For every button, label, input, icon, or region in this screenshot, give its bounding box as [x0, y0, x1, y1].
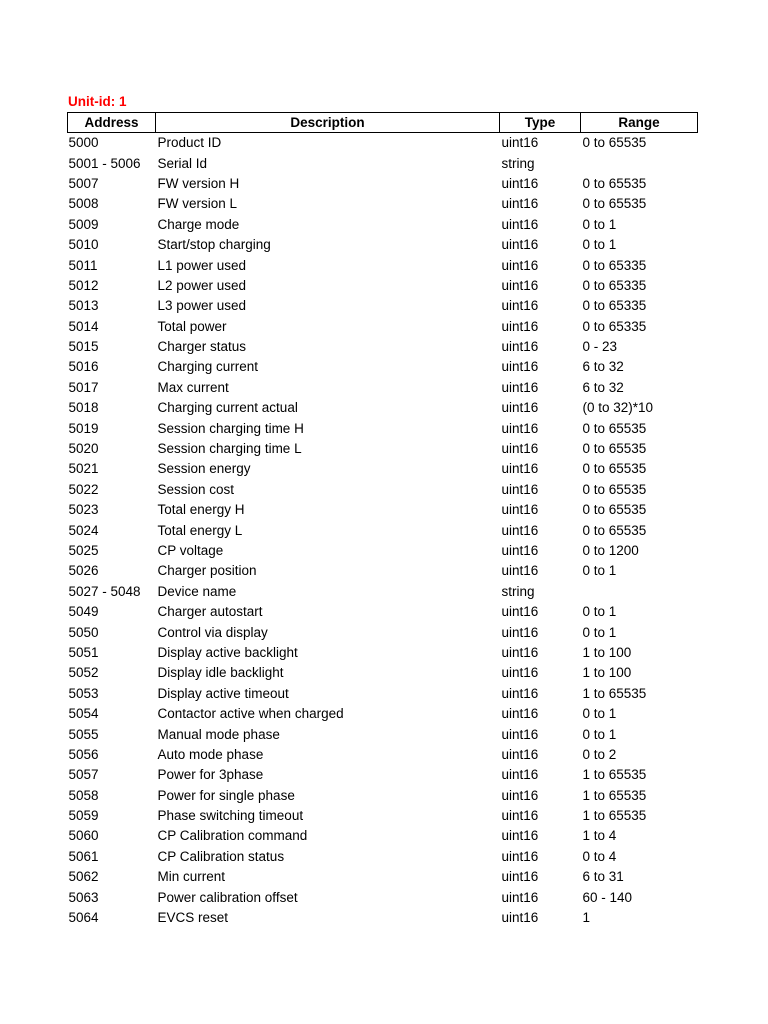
table-row	[68, 745, 698, 765]
table-row	[68, 847, 698, 867]
cell-address: 5056	[68, 746, 99, 762]
cell-description: Charger autostart	[157, 604, 263, 620]
cell-type: uint16	[501, 644, 539, 660]
cell-range: 0 to 1	[582, 216, 617, 232]
table-row	[68, 724, 698, 744]
cell-address: 5027 - 5048	[68, 583, 141, 599]
cell-range: 0 to 1	[582, 237, 617, 253]
cell-range: 1 to 65535	[582, 808, 647, 824]
table-body	[68, 133, 698, 929]
table-row	[68, 541, 698, 561]
cell-type: uint16	[501, 808, 539, 824]
table-row	[68, 582, 698, 602]
cell-type: uint16	[501, 420, 539, 436]
cell-address: 5014	[68, 318, 99, 334]
column-header-range: Range	[581, 113, 698, 133]
cell-description: Charger status	[157, 339, 247, 355]
cell-description: L3 power used	[157, 298, 247, 314]
table-row	[68, 296, 698, 316]
cell-type: uint16	[501, 665, 539, 681]
table-row	[68, 153, 698, 173]
cell-address: 5022	[68, 481, 99, 497]
cell-type: uint16	[501, 706, 539, 722]
cell-description: Total power	[157, 318, 227, 334]
cell-address: 5057	[68, 767, 99, 783]
table-row	[68, 398, 698, 418]
table-row	[68, 439, 698, 459]
cell-type: uint16	[501, 502, 539, 518]
table-row	[68, 276, 698, 296]
cell-address: 5017	[68, 379, 99, 395]
table-row	[68, 459, 698, 479]
table-row	[68, 133, 698, 154]
cell-address: 5050	[68, 624, 99, 640]
cell-description: Session cost	[157, 481, 235, 497]
cell-type: uint16	[501, 889, 539, 905]
column-header-address: Address	[68, 113, 156, 133]
cell-description: Session energy	[157, 461, 251, 477]
cell-range: 6 to 32	[582, 379, 624, 395]
table-row	[68, 337, 698, 357]
cell-type: uint16	[501, 175, 539, 191]
cell-description: CP Calibration command	[157, 828, 308, 844]
cell-type: uint16	[501, 481, 539, 497]
cell-range: 0 to 65535	[582, 441, 647, 457]
cell-address: 5016	[68, 359, 99, 375]
cell-description: Phase switching timeout	[157, 808, 304, 824]
cell-address: 5000	[68, 135, 99, 151]
cell-range: 0 to 65335	[582, 318, 647, 334]
cell-type: uint16	[501, 257, 539, 273]
cell-description: EVCS reset	[157, 910, 229, 926]
cell-description: Manual mode phase	[157, 726, 280, 742]
table-row	[68, 806, 698, 826]
cell-description: Start/stop charging	[157, 237, 271, 253]
cell-description: Auto mode phase	[157, 746, 264, 762]
cell-type: uint16	[501, 461, 539, 477]
cell-range: 0 to 1	[582, 563, 617, 579]
cell-address: 5058	[68, 787, 99, 803]
cell-address: 5051	[68, 644, 99, 660]
cell-address: 5024	[68, 522, 99, 538]
table-row	[68, 418, 698, 438]
cell-type: uint16	[501, 910, 539, 926]
cell-range	[581, 582, 698, 602]
cell-range: 1 to 65535	[582, 787, 647, 803]
cell-range: 0 to 65335	[582, 277, 647, 293]
cell-address: 5049	[68, 604, 99, 620]
cell-description: Charge mode	[157, 216, 240, 232]
cell-description: Product ID	[157, 135, 222, 151]
cell-address: 5019	[68, 420, 99, 436]
cell-description: Total energy H	[157, 502, 245, 518]
cell-type: uint16	[501, 543, 539, 558]
cell-address: 5025	[68, 543, 99, 558]
cell-description: Device name	[157, 583, 237, 599]
cell-type: uint16	[501, 441, 539, 457]
table-row	[68, 235, 698, 255]
table-row	[68, 887, 698, 907]
cell-range: 1 to 4	[582, 828, 617, 844]
cell-description: Max current	[157, 379, 229, 395]
cell-description: Total energy L	[157, 522, 243, 538]
table-row	[68, 826, 698, 846]
cell-range: 6 to 32	[582, 359, 624, 375]
cell-type: uint16	[501, 216, 539, 232]
table-row	[68, 378, 698, 398]
cell-range: 0 to 1200	[582, 543, 639, 558]
cell-type: string	[501, 583, 535, 599]
cell-description: FW version H	[157, 175, 240, 191]
cell-range: 0 to 65535	[582, 420, 647, 436]
table-row	[68, 704, 698, 724]
cell-range	[581, 153, 698, 173]
cell-range: 6 to 31	[582, 869, 624, 885]
cell-description: Power for 3phase	[157, 767, 264, 783]
cell-address: 5015	[68, 339, 99, 355]
cell-address: 5053	[68, 685, 99, 701]
cell-address: 5021	[68, 461, 99, 477]
cell-type: uint16	[501, 869, 539, 885]
cell-type: uint16	[501, 726, 539, 742]
cell-range: 0 to 65535	[582, 522, 647, 538]
table-row	[68, 786, 698, 806]
cell-range: 1 to 65535	[582, 767, 647, 783]
register-table	[67, 112, 698, 928]
cell-range: 0 to 65535	[582, 135, 647, 151]
cell-address: 5064	[68, 910, 99, 926]
cell-type: uint16	[501, 624, 539, 640]
table-row	[68, 174, 698, 194]
cell-description: Session charging time H	[157, 420, 304, 436]
cell-range: 0 to 1	[582, 624, 617, 640]
cell-address: 5013	[68, 298, 99, 314]
cell-range: 0 to 1	[582, 604, 617, 620]
cell-description: Display active timeout	[157, 685, 289, 701]
cell-type: uint16	[501, 135, 539, 151]
cell-address: 5054	[68, 706, 99, 722]
table-row	[68, 663, 698, 683]
column-header-type: Type	[500, 113, 581, 133]
cell-address: 5001 - 5006	[68, 155, 141, 171]
cell-range: 0 to 1	[582, 726, 617, 742]
cell-description: Control via display	[157, 624, 268, 640]
table-row	[68, 215, 698, 235]
cell-range: 1 to 100	[582, 665, 632, 681]
cell-range: 1 to 65535	[582, 685, 647, 701]
cell-range: 0 to 4	[582, 848, 617, 864]
cell-description: Charging current	[157, 359, 259, 375]
cell-range: 0 to 65335	[582, 257, 647, 273]
cell-range: 0 to 65535	[582, 481, 647, 497]
cell-description: CP voltage	[157, 543, 224, 558]
table-row	[68, 684, 698, 704]
cell-range: 0 to 65535	[582, 502, 647, 518]
cell-description: Power for single phase	[157, 787, 295, 803]
cell-type: uint16	[501, 563, 539, 579]
cell-description: Contactor active when charged	[157, 706, 344, 722]
cell-address: 5026	[68, 563, 99, 579]
cell-address: 5023	[68, 502, 99, 518]
table-row	[68, 602, 698, 622]
cell-address: 5052	[68, 665, 99, 681]
cell-type: uint16	[501, 685, 539, 701]
cell-address: 5055	[68, 726, 99, 742]
cell-type: uint16	[501, 787, 539, 803]
cell-range: (0 to 32)*10	[582, 400, 654, 416]
cell-address: 5009	[68, 216, 99, 232]
table-row	[68, 480, 698, 500]
cell-type: uint16	[501, 400, 539, 416]
cell-description: Display active backlight	[157, 644, 298, 660]
cell-description: Power calibration offset	[157, 889, 298, 905]
cell-address: 5012	[68, 277, 99, 293]
cell-description: Charging current actual	[157, 400, 298, 416]
column-header-description: Description	[156, 113, 500, 133]
cell-range: 0 to 1	[582, 706, 617, 722]
table-row	[68, 643, 698, 663]
cell-description: L1 power used	[157, 257, 247, 273]
cell-type: uint16	[501, 277, 539, 293]
cell-description: Display idle backlight	[157, 665, 284, 681]
cell-address: 5011	[68, 257, 98, 273]
cell-description: L2 power used	[157, 277, 247, 293]
table-row	[68, 561, 698, 581]
table-row	[68, 500, 698, 520]
cell-range: 1	[582, 910, 591, 926]
cell-description: Session charging time L	[157, 441, 302, 457]
cell-address: 5018	[68, 400, 99, 416]
cell-type: uint16	[501, 196, 539, 212]
cell-type: uint16	[501, 848, 539, 864]
table-row	[68, 867, 698, 887]
table-header-row	[68, 113, 698, 133]
cell-address: 5010	[68, 237, 99, 253]
table-row	[68, 357, 698, 377]
cell-type: uint16	[501, 379, 539, 395]
cell-range: 0 to 65535	[582, 196, 647, 212]
cell-type: uint16	[501, 237, 539, 253]
table-row	[68, 520, 698, 540]
cell-type: uint16	[501, 767, 539, 783]
cell-type: uint16	[501, 522, 539, 538]
cell-address: 5008	[68, 196, 99, 212]
unit-id-label: Unit-id: 1	[68, 94, 127, 109]
cell-range: 0 - 23	[582, 339, 618, 355]
cell-range: 0 to 65335	[582, 298, 647, 314]
cell-address: 5020	[68, 441, 99, 457]
cell-type: uint16	[501, 298, 539, 314]
cell-address: 5060	[68, 828, 99, 844]
cell-type: uint16	[501, 604, 539, 620]
table-row	[68, 317, 698, 337]
cell-description: FW version L	[157, 196, 238, 212]
cell-type: uint16	[501, 318, 539, 334]
cell-address: 5061	[68, 848, 99, 864]
cell-range: 0 to 65535	[582, 461, 647, 477]
cell-type: string	[501, 155, 535, 171]
cell-address: 5059	[68, 808, 99, 824]
cell-address: 5062	[68, 869, 99, 885]
cell-type: uint16	[501, 359, 539, 375]
cell-description: Charger position	[157, 563, 257, 579]
cell-description: Serial Id	[157, 155, 208, 171]
cell-range: 60 - 140	[582, 889, 633, 905]
cell-address: 5007	[68, 175, 99, 191]
table-row	[68, 765, 698, 785]
cell-address: 5063	[68, 889, 99, 905]
cell-range: 0 to 65535	[582, 175, 647, 191]
cell-type: uint16	[501, 339, 539, 355]
cell-range: 0 to 2	[582, 746, 617, 762]
table-row	[68, 622, 698, 642]
cell-type: uint16	[501, 828, 539, 844]
table-row	[68, 255, 698, 275]
cell-description: Min current	[157, 869, 226, 885]
table-row	[68, 908, 698, 928]
cell-type: uint16	[501, 746, 539, 762]
cell-range: 1 to 100	[582, 644, 632, 660]
cell-description: CP Calibration status	[157, 848, 285, 864]
table-row	[68, 194, 698, 214]
